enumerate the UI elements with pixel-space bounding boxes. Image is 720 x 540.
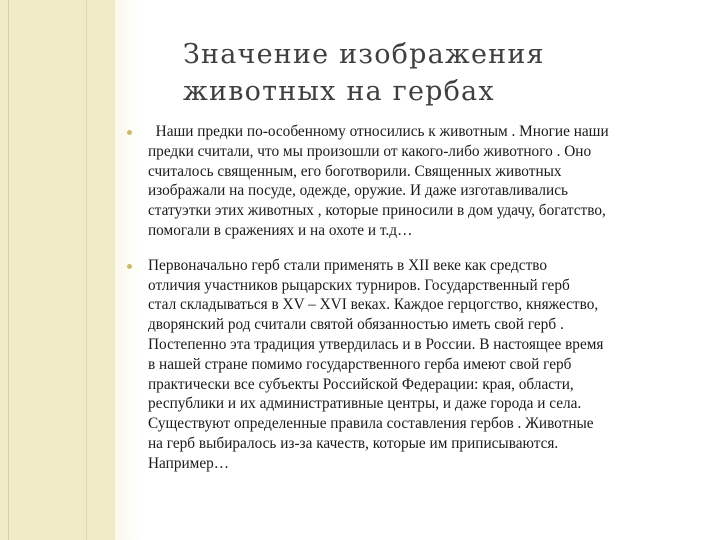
bullet-text-2 [148,256,693,474]
bullet-2-line: Первоначально герб стали применять в XII веке как средство [148,256,548,274]
bullet-2-line: практически все субъекты Российской Федерации: края, области, [148,375,574,393]
bullet-text-1 [148,122,693,241]
bullet-1-line: предки считали, что мы произошли от какого-либо животного . Оно [148,142,592,160]
bullet-item-1 [127,122,693,241]
bullet-1-line: считалось священным, его боготворили. Священных животных [148,162,562,180]
bullet-1-line: помогали в сражениях и на охоте и т.д… [148,221,413,239]
bullet-2-line: Постепенно эта традиция утвердилась и в России. В настоящее время [148,335,604,353]
bullet-1-line: Наши предки по-особенному относились к животным . Многие наши [148,123,609,140]
bullet-1-line: изображали на посуде, одежде, оружие. И даже изготавливались [148,182,568,200]
bullet-2-line: отличия участников рыцарских турниров. Государственный герб [148,276,570,294]
bullet-2-line: стал складываться в XV – XVI веках. Каждое герцогство, княжество, [148,296,599,314]
bullet-2-line: дворянский род считали святой обязанностью иметь свой герб . [148,316,564,334]
slide-title-line-2: животных на гербах [183,76,495,107]
bullet-2-line: республики и их административные центры, и даже города и села. [148,395,582,413]
bullet-2-line: Например… [148,454,230,472]
slide-title [183,36,683,110]
bullet-1-line: статуэтки этих животных , которые приносили в дом удачу, богатство, [148,202,606,220]
decorative-left-panel [0,0,115,540]
bullet-item-2 [127,256,693,474]
bullet-list [127,122,693,489]
bullet-dot-icon [127,264,132,269]
bullet-2-line: в нашей стране помимо государственного герба имеют свой герб [148,355,572,373]
bullet-2-line: на герб выбиралось из-за качеств, которые им приписываются. [148,434,559,452]
bullet-2-line: Существуют определенные правила составления гербов . Животные [148,415,594,433]
bullet-dot-icon [127,130,132,135]
slide-title-line-1: Значение изображения [183,39,545,70]
